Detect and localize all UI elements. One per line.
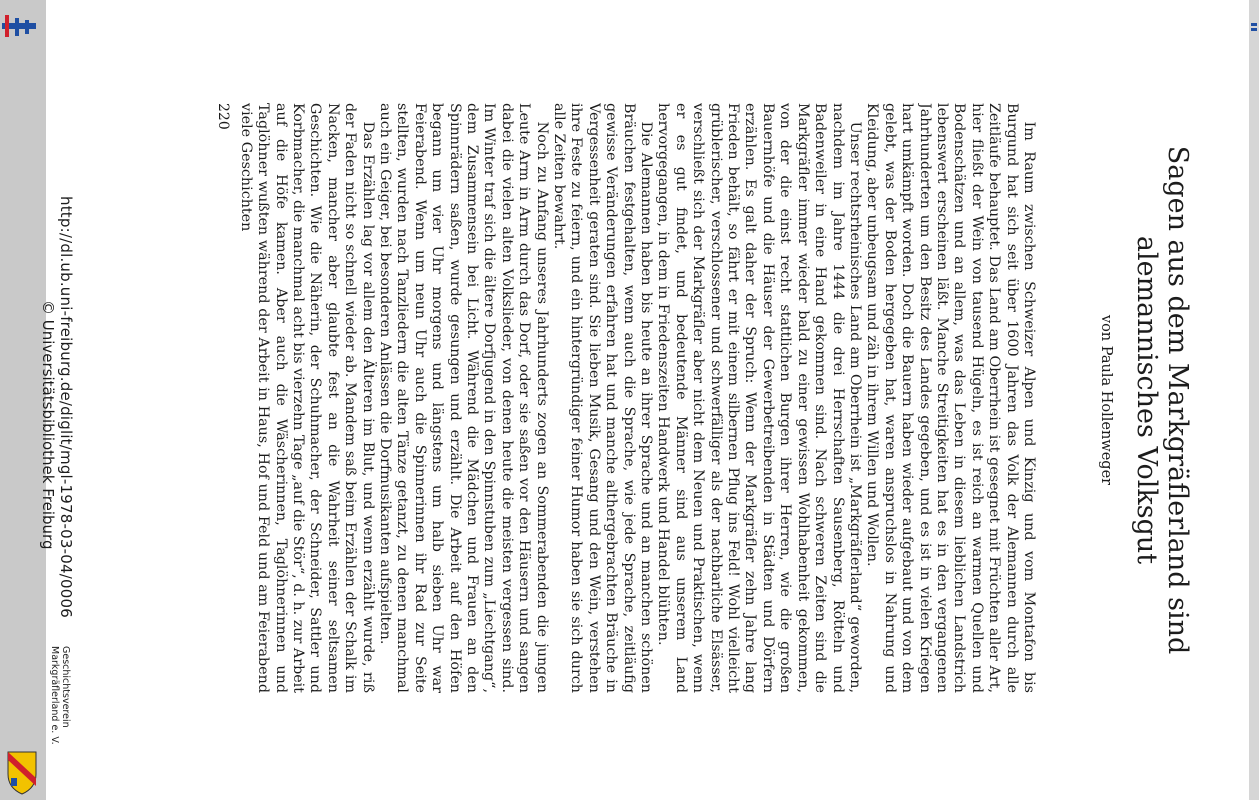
copyright-notice: © Universitätsbibliothek Freiburg <box>39 300 57 550</box>
rotated-page-content <box>39 0 1249 800</box>
permalink-url[interactable]: http://dl.ub.uni-freiburg.de/diglit/mgl-1978-03-04/0006 <box>57 196 75 618</box>
society-name <box>49 646 71 786</box>
body-paragraph-4: Noch zu Anfang unseres Jahrhunderts zogen an Sommerabenden die jungen Leute Arm in Arm durch das Dorf, oder sie saßen vor den Häusern und sangen dabei die vielen alten Volkslieder, von denen heute die meisten vergessen sind. Im Winter traf sich die ältere Dorfjugend in den Spinnstuben zum „Liechtgang“, dem Zusammensein bei Licht. Während die Mädchen und Frauen an den Spinnrädern saßen, wurde gesungen und erzählt. Die Arbeit auf den Höfen begann um vier Uhr morgens und längstens um halb sieben Uhr war Feierabend. Wenn um neun Uhr auch die Spinnerinnen ihr Rad zur Seite stellten, wurden nach Tanzliedern die alten Tänze getanzt, zu denen manchmal auch ein Geiger, bei besonderen Anlässen die Dorfmusikanten aufspielten. <box>376 103 550 693</box>
body-paragraph-3: Die Alemannen haben bis heute an ihrer Sprache und an manchen schönen Bräuchen festgehalten, wenn auch die Sprache, wie jede Sprache, zeitläufig gewisse Veränderungen erfahren hat und manche althergebrachten Bräuche in Vergessenheit geraten sind. Sie lieben Musik, Gesang und den Wein, verstehen ihre Feste zu feiern, und ein hintergründiger feiner Humor haben sie sich durch alle Zeiten bewahrt. <box>551 103 655 693</box>
body-paragraph-5: Das Erzählen lag vor allem den Älteren im Blut, und wenn erzählt wurde, riß der Faden nicht so schnell wieder ab. Mandem saß beim Erzählen der Schalk im Nacken, mancher aber glaubte fest an die Wahrheit seiner seltsamen Geschichten. Wie die Näherin, der Schuhmacher, der Schneider, Sattler und Korbmacher, die manchmal acht bis vierzehn Tage „auf die Stör“, d. h. zur Arbeit auf die Höfe kamen. Aber auch die Wäscherinnen, Taglöhnerinnen und Taglöhner wußten während der Arbeit in Haus, Hof und Feld und am Feierabend viele Geschichten <box>237 103 376 693</box>
coat-of-arms-icon <box>2 748 42 796</box>
article-title-line-2: alemannisches Volksgut <box>1131 235 1162 565</box>
article-body <box>207 103 1037 693</box>
article-title <box>1131 0 1193 800</box>
page-number: 220 <box>215 103 231 130</box>
body-paragraph-1: Im Raum zwischen Schweizer Alpen und Kinzig und vom Montafon bis Burgund hat sich seit über 1600 Jahren das Volk der Alemannen durch alle Zeitläufe behauptet. Das Land am Oberrhein ist gesegnet mit Früchten aller Art, hier fließt der Wein von tausend Hügeln, es ist reich an warmen Quellen und Bodenschätzen und an allem, was das Leben in diesem lieblichen Landstrich lebenswert erscheinen läßt. Manche Streitigkeiten hat es in den vergangenen Jahrhunderten um den Besitz des Landes gegeben, und es ist in vielen Kriegen hart umkämpft worden. Doch die Bauern haben wieder aufgebaut und von dem gelebt, was der Boden hergegeben hat, waren anspruchslos in Nahrung und Kleidung, aber unbeugsam und zäh in ihrem Willen und Wollen. <box>864 103 1037 693</box>
article-title-line-1: Sagen aus dem Markgräflerland sind <box>1162 145 1193 655</box>
digital-library-logo-icon <box>0 6 40 46</box>
document-page <box>39 0 1249 800</box>
society-name-line-2: Markgräflerland e. V. <box>49 646 60 745</box>
body-paragraph-2: Unser rechtsrheinisches Land am Oberrhein ist „Markgräflerland“ geworden, nachdem im Jahre 1444 die drei Herrschaften Sausenberg, Rötteln und Badenweiler in eine Hand gekommen sind. Nach schweren Zeiten sind die Markgräfler immer wieder bald zu einer gewissen Wohlhabenheit gekommen, von der die einst recht stattlichen Burgen ihrer Herren, wie die großen Bauernhöfe und die Häuser der Gewerbetreibenden in Städten und Dörfern erzählen. Es galt daher der Spruch: Wenn der Markgräfler zehn Jahre lang Frieden behält, so fährt er mit einem silbernen Pflug ins Feld! Wohl vielleicht grüblerischer, verschlossener und schwerfälliger als der nachbarliche Elsässer, verschließt sich der Markgräfler aber nicht dem Neuen und Praktischen, wenn er es gut findet, und bedeutende Männer sind aus unserem Land hervorgegangen, in dem in Friedenszeiten Handwerk und Handel blühten. <box>655 103 863 693</box>
right-edge-logo-icon <box>1249 20 1259 34</box>
right-margin-strip <box>1249 0 1259 800</box>
article-author: von Paula Hollenweger <box>1098 314 1114 486</box>
society-name-line-1: Geschichtsverein <box>60 646 71 728</box>
